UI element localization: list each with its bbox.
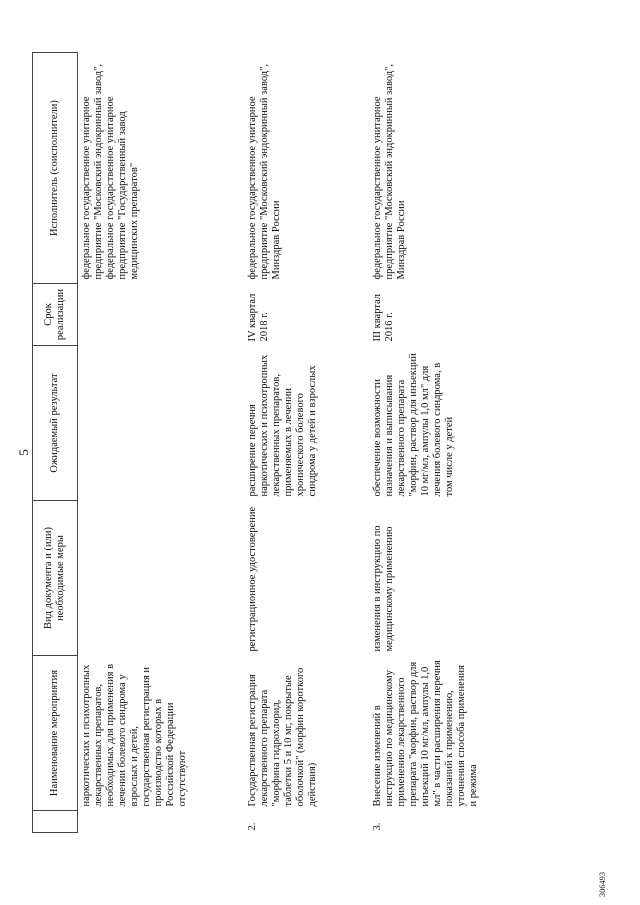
cell-doc [78,501,245,656]
table-row [78,53,245,833]
header-cell-num [33,811,78,833]
header-executor: Исполнитель (соисполнители) [33,53,78,284]
cell-term [78,284,245,346]
page-number: 5 [16,449,31,456]
measures-table [32,52,507,833]
cell-executor: федеральное государственное унитарное предприятие "Московский эндокринный завод", федеральное государственное унитарное предприятие "Государственный завод медицинских препаратов" [81,63,140,280]
table-row [244,53,362,833]
row-number: 3. [372,822,383,831]
cell-name: наркотических и психотропных лекарственных препаратов, необходимых для применения в лечении болевого синдрома у взрослых и детей, государственная регистрация и производство которых в Российской Федерации отсутствуют [81,663,188,807]
header-term: Срок реализации [33,284,78,346]
cell-result: обеспечение возможности назначения и выписывания лекарственного препарата "морфин, раствор для инъекций 10 мг/мл, ампулы 1,0 мл" для лечения болевого синдрома, в том числе у детей [372,353,455,497]
header-doc: Вид документа и (или) необходимые меры [33,501,78,656]
cell-name: Внесение изменений в инструкцию по медицинскому применению лекарственного препарата "морфин, раствор для инъекций 10 мг/мл, ампулы 1,0 мл" в части расширения перечня показаний к применению, уточнения способа применения и режима [372,660,479,807]
cell-term: III квартал 2016 г. [372,293,395,342]
cell-executor: федеральное государственное унитарное предприятие "Московский эндокринный завод", Минздрав России [247,63,282,280]
header-name: Наименование мероприятия [33,656,78,811]
table-header-row [33,53,78,833]
cell-term: IV квартал 2018 г. [247,293,270,342]
header-result: Ожидаемый результат [33,346,78,501]
cell-doc: изменения в инструкцию по медицинскому применению [372,525,395,652]
cell-doc: регистрационное удостоверение [247,506,258,652]
cell-result [78,346,245,501]
row-number: 2. [247,822,258,831]
document-id: 306493 [598,871,607,897]
cell-name: Государственная регистрация лекарственного препарата "морфина гидрохлорид, таблетки 5 и 10 мг, покрытые оболочкой" (морфин короткого действия) [247,667,318,807]
table-row [362,53,507,833]
cell-result: расширение перечня наркотических и психотропных лекарственных препаратов, применяемых в лечении хронического болевого синдрома у детей и взрослых [247,354,318,497]
cell-executor: федеральное государственное унитарное предприятие "Московский эндокринный завод", Минздрав России [372,63,407,280]
row-number [78,811,245,833]
